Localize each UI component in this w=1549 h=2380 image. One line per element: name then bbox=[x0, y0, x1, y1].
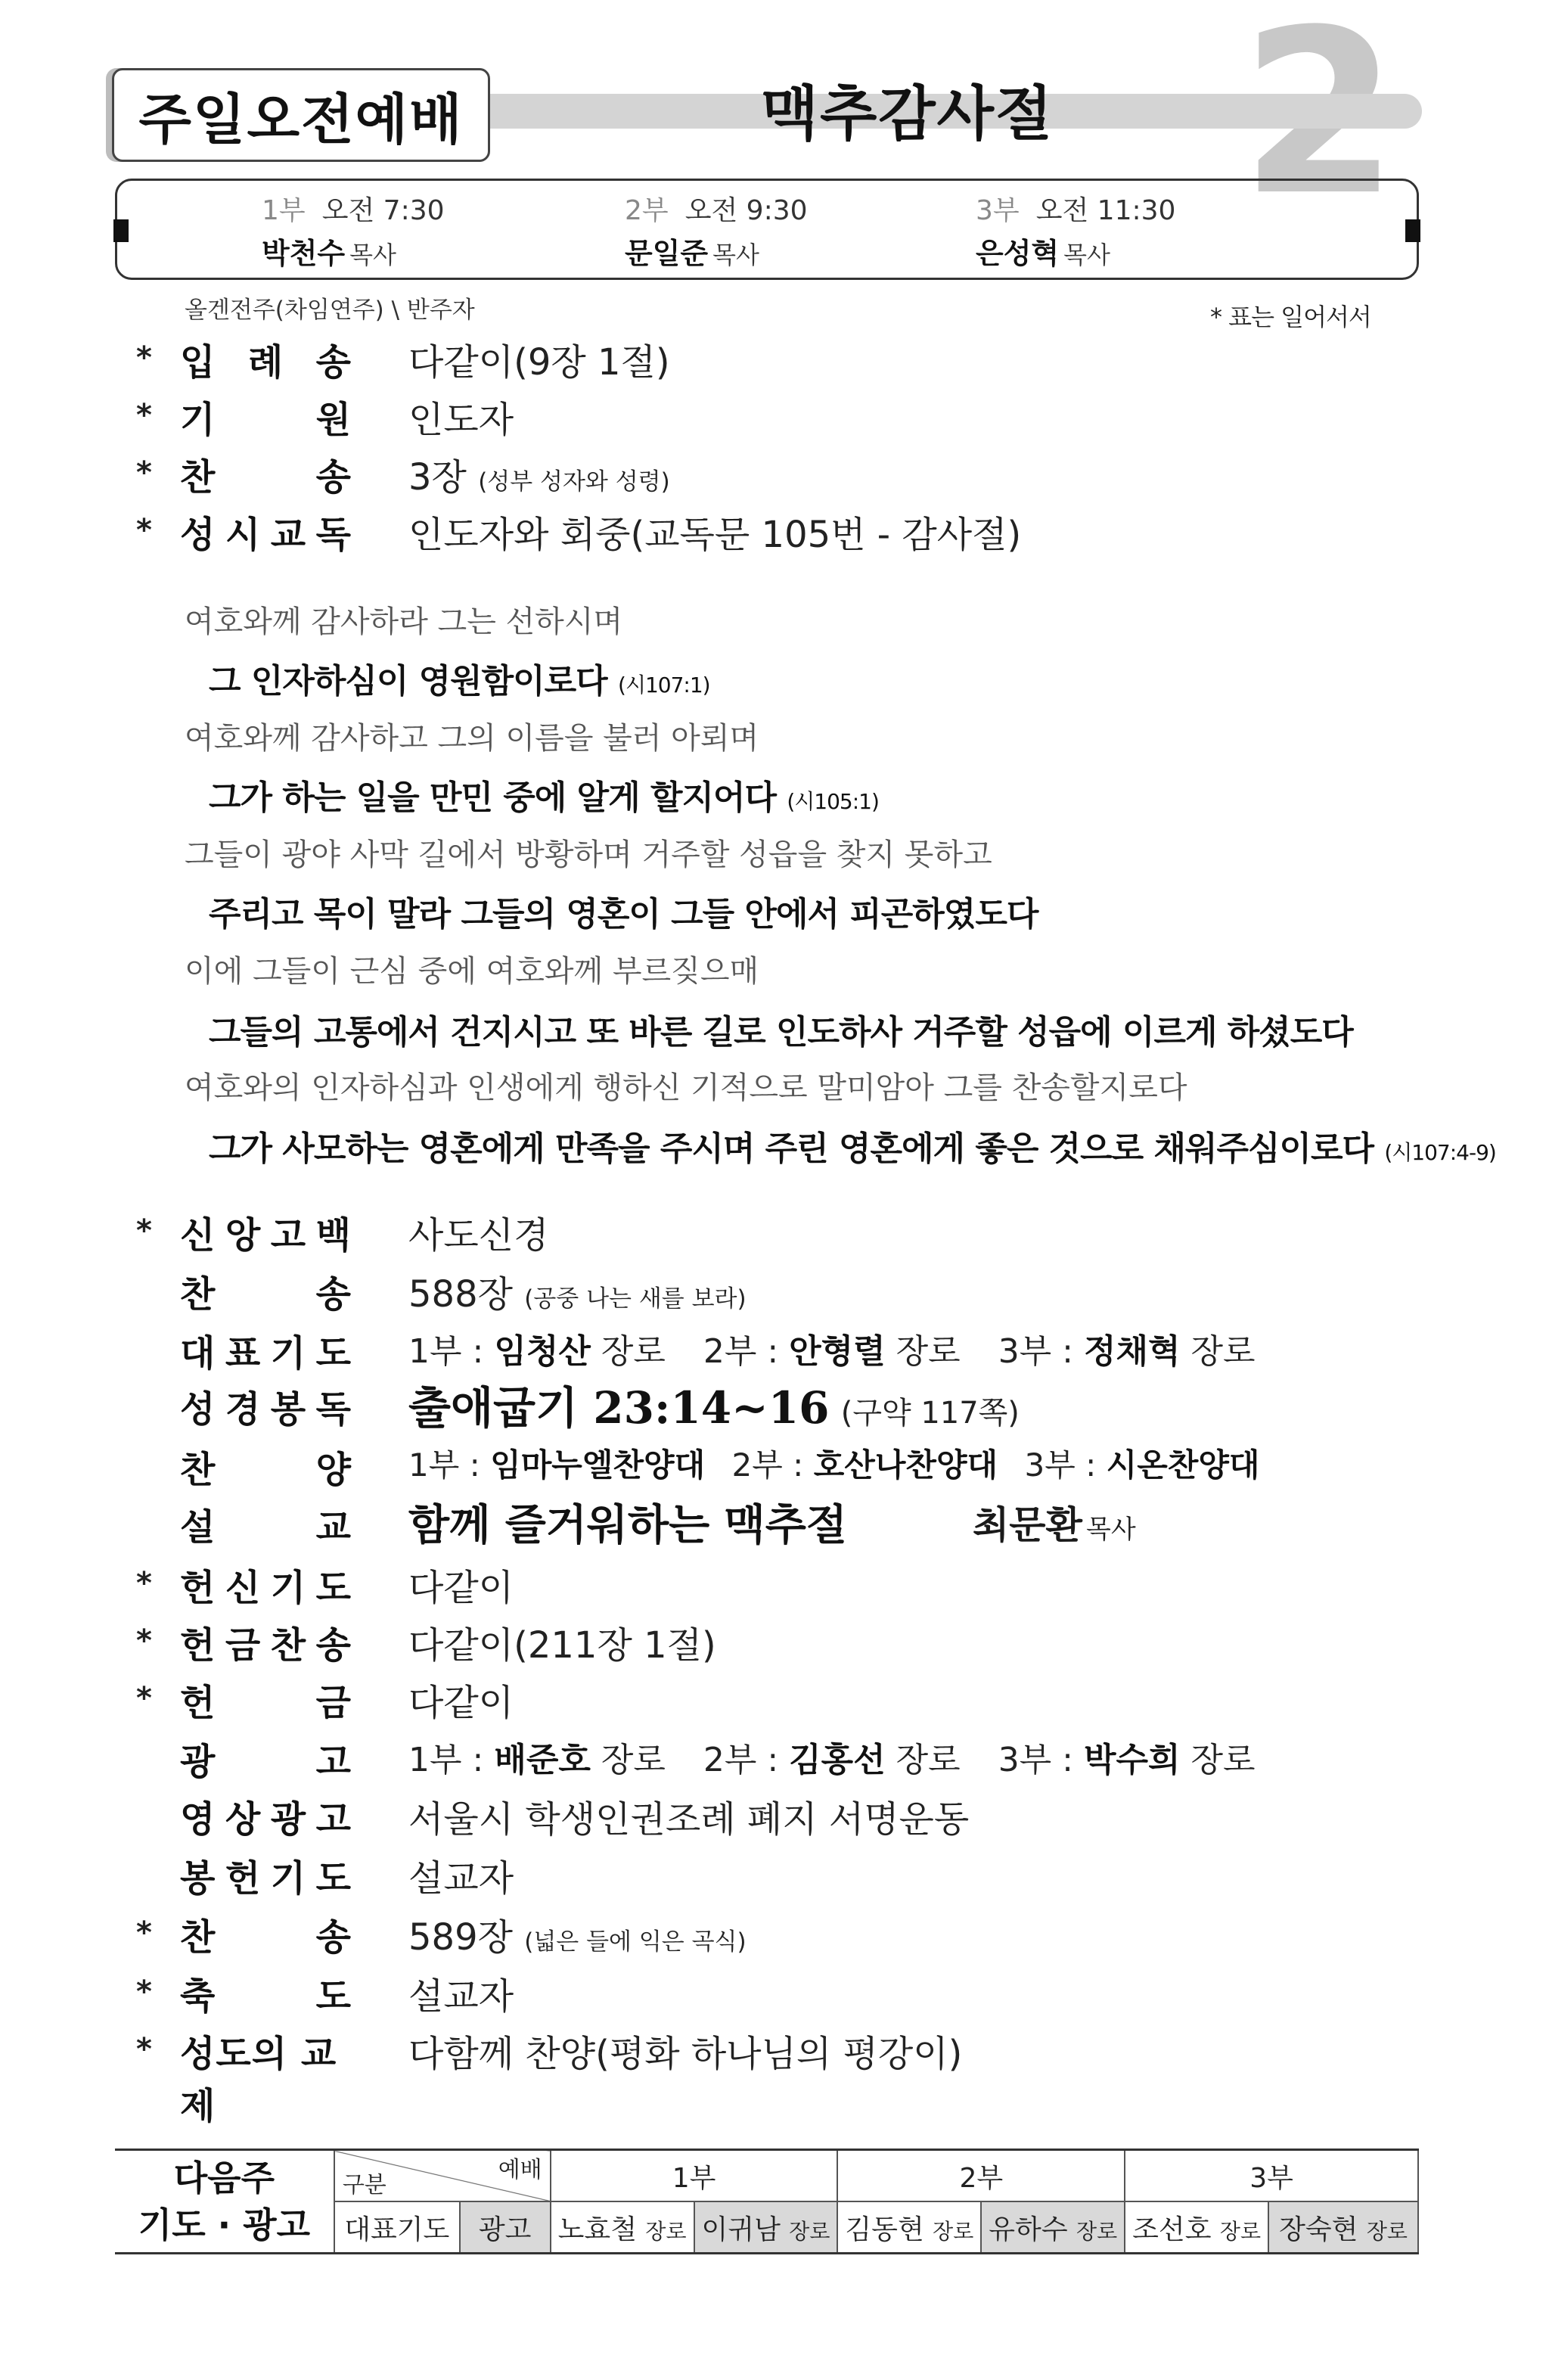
cell-p3-announce: 장숙현 장로 bbox=[1268, 2201, 1418, 2254]
order-value: 588장 (공중 나는 새를 보라) bbox=[408, 1273, 747, 1316]
order-item-offering-hymn: * 헌 금 찬 송 다같이(211장 1절) bbox=[0, 1613, 1549, 1666]
page-title: 맥추감사절 bbox=[761, 80, 1054, 148]
reading-leader-2: 여호와께 감사하고 그의 이름을 불러 아뢰며 bbox=[185, 721, 759, 756]
service-3-pastor: 은성혁 목사 bbox=[976, 237, 1110, 270]
order-value: 인도자 bbox=[408, 399, 514, 441]
service-2-pastor: 문일준 목사 bbox=[625, 237, 759, 270]
order-label: 기 원 bbox=[180, 399, 351, 441]
next-week-title: 다음주 기도 · 광고 bbox=[115, 2150, 334, 2254]
box-notch-right bbox=[1405, 219, 1420, 242]
order-label: 찬 송 bbox=[180, 1273, 351, 1316]
order-value: 설교자 bbox=[408, 1857, 514, 1900]
order-value: 서울시 학생인권조례 폐지 서명운동 bbox=[408, 1798, 970, 1841]
order-item-hymn: * 찬 송 3장 (성부 성자와 성령) bbox=[0, 445, 1549, 498]
order-item-hymn-3: * 찬 송 589장 (넓은 들에 익은 곡식) bbox=[0, 1905, 1549, 1958]
reading-people-2: 그가 하는 일을 만민 중에 알게 할지어다 (시105:1) bbox=[209, 778, 879, 817]
order-label: 봉 헌 기 도 bbox=[180, 1857, 351, 1900]
order-label: 축 도 bbox=[180, 1975, 351, 2018]
box-notch-left bbox=[113, 219, 129, 242]
order-item-video bbox=[0, 1787, 1549, 1840]
order-item-choir bbox=[0, 1437, 1549, 1490]
cell-p2-announce: 유하수 장로 bbox=[981, 2201, 1125, 2254]
order-value: 다같이 bbox=[408, 1682, 514, 1724]
service-name: 주일오전예배 bbox=[138, 88, 464, 151]
order-label: 광 고 bbox=[180, 1741, 351, 1783]
order-label: 찬 송 bbox=[180, 1916, 351, 1959]
order-item-benediction: * 축 도 설교자 bbox=[0, 1964, 1549, 2017]
order-label: 찬 송 bbox=[180, 456, 351, 499]
order-item-creed: * 신 앙 고 백 사도신경 bbox=[0, 1203, 1549, 1256]
order-item-sermon bbox=[0, 1495, 1549, 1548]
reading-leader-4: 이에 그들이 근심 중에 여호와께 부르짖으매 bbox=[185, 954, 759, 989]
order-item-offering: * 헌 금 다같이 bbox=[0, 1670, 1549, 1723]
order-label: 영 상 광 고 bbox=[180, 1798, 351, 1841]
order-label: 헌 금 bbox=[180, 1682, 351, 1724]
order-item-announcements bbox=[0, 1729, 1549, 1782]
cell-p2-prayer: 김동현 장로 bbox=[837, 2201, 981, 2254]
cell-p1-announce: 이귀남 장로 bbox=[694, 2201, 838, 2254]
order-item-dedication-prayer: * 헌 신 기 도 다같이 bbox=[0, 1555, 1549, 1608]
row-label-prayer: 대표기도 bbox=[334, 2201, 460, 2254]
order-value: 인도자와 회중(교독문 105번 - 감사절) bbox=[408, 514, 1022, 556]
order-label: 성 경 봉 독 bbox=[180, 1388, 351, 1431]
order-label: 성 시 교 독 bbox=[180, 514, 351, 556]
order-value: 사도신경 bbox=[408, 1214, 549, 1257]
cell-p1-prayer: 노효철 장로 bbox=[551, 2201, 694, 2254]
order-item-invocation: * 기 원 인도자 bbox=[0, 387, 1549, 440]
reading-people-4: 그들의 고통에서 건지시고 또 바른 길로 인도하사 거주할 성읍에 이르게 하셨도다 bbox=[209, 1013, 1353, 1052]
table-corner-header: 구분 예배 bbox=[334, 2150, 551, 2202]
order-item-entrance-hymn: * 입 례 송 다같이(9장 1절) bbox=[0, 330, 1549, 383]
order-item-offering-prayer bbox=[0, 1846, 1549, 1899]
organ-note: 올겐전주(차임연주) \ 반주자 bbox=[185, 297, 475, 324]
standing-note: * 표는 일어서서 bbox=[1210, 303, 1371, 331]
order-label: 헌 신 기 도 bbox=[180, 1567, 351, 1609]
order-label: 대 표 기 도 bbox=[180, 1332, 351, 1375]
order-label: 찬 양 bbox=[180, 1449, 351, 1491]
order-item-hymn-2 bbox=[0, 1262, 1549, 1315]
reading-leader-1: 여호와께 감사하라 그는 선하시며 bbox=[185, 604, 623, 639]
reading-leader-5: 여호와의 인자하심과 인생에게 행하신 기적으로 말미암아 그를 찬송할지로다 bbox=[185, 1070, 1187, 1105]
order-label: 헌 금 찬 송 bbox=[180, 1624, 351, 1667]
reading-people-5: 그가 사모하는 영혼에게 만족을 주시며 주린 영혼에게 좋은 것으로 채워주심이로다 (시107:4-9) bbox=[209, 1129, 1496, 1168]
col-part-2: 2부 bbox=[837, 2150, 1125, 2202]
row-label-announce: 광고 bbox=[460, 2201, 551, 2254]
order-value: 다같이(211장 1절) bbox=[408, 1624, 716, 1667]
reading-people-1: 그 인자하심이 영원함이로다 (시107:1) bbox=[209, 662, 710, 701]
order-value: 다함께 찬양(평화 하나님의 평강이) bbox=[408, 2033, 963, 2075]
cell-p3-prayer: 조선호 장로 bbox=[1125, 2201, 1268, 2254]
order-label: 설 교 bbox=[180, 1506, 351, 1549]
order-label: 신 앙 고 백 bbox=[180, 1214, 351, 1257]
service-3-time: 3부 오전 11:30 bbox=[976, 195, 1176, 226]
order-item-fellowship: * 성도의 교제 다함께 찬양(평화 하나님의 평강이) bbox=[0, 2021, 1549, 2074]
order-label: 성도의 교제 bbox=[180, 2033, 337, 2127]
order-item-prayer bbox=[0, 1321, 1549, 1374]
order-value: 1부 : 임마누엘찬양대 2부 : 호산나찬양대 3부 : 시온찬양대 bbox=[408, 1446, 1260, 1484]
order-value: 589장 (넓은 들에 익은 곡식) bbox=[408, 1916, 747, 1959]
order-value: 다같이 bbox=[408, 1567, 514, 1609]
col-part-1: 1부 bbox=[551, 2150, 838, 2202]
col-part-3: 3부 bbox=[1125, 2150, 1418, 2202]
order-value: 1부 : 배준호 장로 2부 : 김홍선 장로 3부 : 박수희 장로 bbox=[408, 1741, 1256, 1779]
service-1-time: 1부 오전 7:30 bbox=[262, 195, 445, 226]
next-week-table bbox=[115, 2149, 1419, 2254]
service-name-box bbox=[112, 68, 490, 162]
order-item-scripture bbox=[0, 1377, 1549, 1434]
order-value: 설교자 bbox=[408, 1975, 514, 2018]
order-value: 함께 즐거워하는 맥추절 bbox=[408, 1500, 847, 1550]
sermon-preacher: 최문환 목사 bbox=[973, 1503, 1136, 1547]
order-value: 다같이(9장 1절) bbox=[408, 341, 670, 384]
service-2-time: 2부 오전 9:30 bbox=[625, 195, 808, 226]
order-value: 1부 : 임청산 장로 2부 : 안형렬 장로 3부 : 정채혁 장로 bbox=[408, 1332, 1256, 1371]
order-value: 출애굽기 23:14~16 (구약 117쪽) bbox=[408, 1382, 1020, 1434]
order-label: 입 례 송 bbox=[180, 341, 351, 384]
order-item-responsive-reading: * 성 시 교 독 인도자와 회중(교독문 105번 - 감사절) bbox=[0, 502, 1549, 555]
order-value: 3장 (성부 성자와 성령) bbox=[408, 456, 670, 499]
reading-people-3: 주리고 목이 말라 그들의 영혼이 그들 안에서 피곤하였도다 bbox=[209, 895, 1038, 934]
service-1-pastor: 박천수 목사 bbox=[262, 237, 396, 270]
reading-leader-3: 그들이 광야 사막 길에서 방황하며 거주할 성읍을 찾지 못하고 bbox=[185, 837, 992, 872]
